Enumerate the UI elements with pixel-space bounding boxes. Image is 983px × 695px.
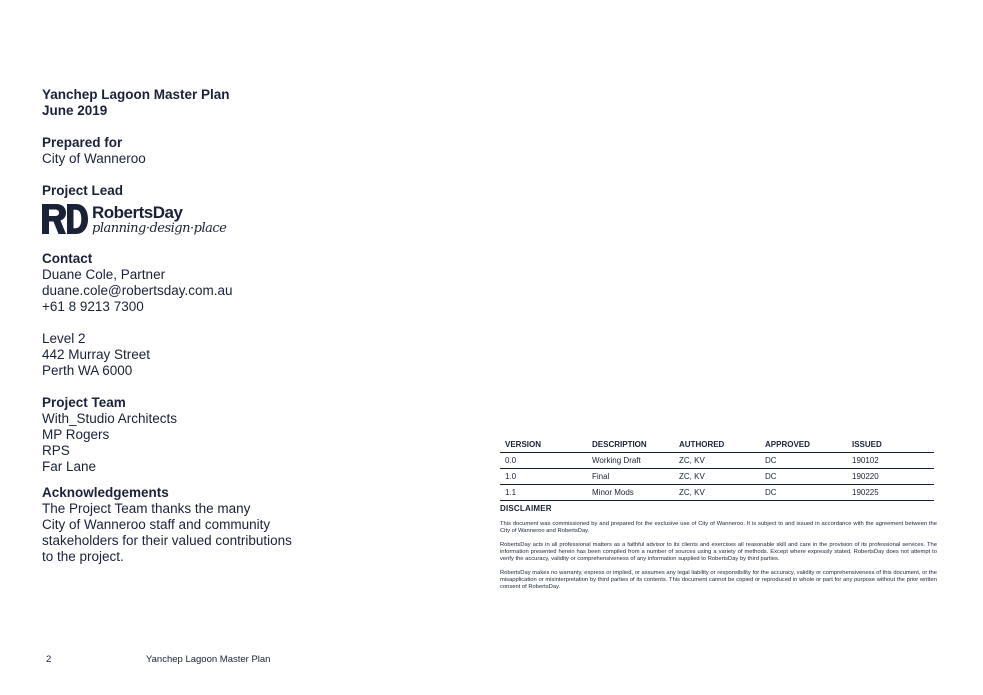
footer-title: Yanchep Lagoon Master Plan: [146, 654, 271, 665]
table-row: [500, 468, 934, 484]
page-number: 2: [46, 654, 52, 665]
team-member: Far Lane: [42, 459, 97, 474]
rd-logo-mark-icon: [42, 204, 88, 234]
logo-wordmark: [92, 204, 226, 235]
contact-label: Contact: [42, 251, 93, 266]
document-title: Yanchep Lagoon Master Plan: [42, 87, 230, 102]
disclaimer-title: DISCLAIMER: [500, 504, 552, 513]
acknowledgements-line: City of Wanneroo staff and community: [42, 517, 271, 532]
project-team-label: Project Team: [42, 395, 126, 410]
prepared-for-label: Prepared for: [42, 135, 123, 150]
prepared-for-value: City of Wanneroo: [42, 151, 146, 166]
disclaimer-paragraph: This document was commissioned by and prepared for the exclusive use of City of Wanneroo. It is subject to and issued in accordance with the agreement between the City of Wanneroo and RobertsDay.: [500, 521, 937, 534]
contact-block: [42, 251, 362, 315]
table-cell: ZC, KV: [674, 452, 760, 468]
table-row: [500, 484, 934, 500]
acknowledgements-label: Acknowledgements: [42, 485, 169, 500]
address-line: Perth WA 6000: [42, 363, 133, 378]
version-table: [500, 438, 934, 501]
address-block: [42, 331, 362, 379]
table-cell: 1.0: [500, 468, 587, 484]
logo-tagline: planning·design·place: [92, 220, 227, 236]
table-cell: DC: [760, 452, 847, 468]
team-member: MP Rogers: [42, 427, 110, 442]
column-header: APPROVED: [760, 438, 847, 452]
column-header: VERSION: [500, 438, 587, 452]
contact-name: Duane Cole, Partner: [42, 267, 166, 282]
table-cell: Minor Mods: [587, 484, 674, 500]
acknowledgements-line: stakeholders for their valued contributions: [42, 533, 292, 548]
address-line: Level 2: [42, 331, 86, 346]
prepared-for-block: [42, 135, 362, 167]
table-cell: ZC, KV: [674, 468, 760, 484]
project-lead-label: Project Lead: [42, 183, 124, 198]
table-cell: ZC, KV: [674, 484, 760, 500]
table-cell: 1.1: [500, 484, 587, 500]
title-block: [42, 87, 362, 119]
table-cell: DC: [760, 468, 847, 484]
acknowledgements-line: to the project.: [42, 549, 124, 564]
disclaimer-paragraph: RobertsDay makes no warranty, express or implied, or assumes any legal liability or responsibility for the accuracy, validity or comprehensiveness of this document, or the misapplication or misinterpretation by third parties of its contents. This document cannot be copied or reproduced in whole or part for any purpose without the prior written consent of RobertsDay.: [500, 570, 937, 590]
team-member: With_Studio Architects: [42, 411, 178, 426]
table-row: [500, 452, 934, 468]
logo-name: RobertsDay: [92, 202, 183, 222]
table-cell: 190225: [847, 484, 934, 500]
column-header: ISSUED: [847, 438, 934, 452]
column-header: DESCRIPTION: [587, 438, 674, 452]
acknowledgements-block: [42, 485, 362, 565]
table-cell: DC: [760, 484, 847, 500]
table-header-row: [500, 438, 934, 452]
table-cell: Working Draft: [587, 452, 674, 468]
contact-email[interactable]: duane.cole@robertsday.com.au: [42, 283, 233, 298]
acknowledgements-line: The Project Team thanks the many: [42, 501, 251, 516]
table-cell: 190102: [847, 452, 934, 468]
column-header: AUTHORED: [674, 438, 760, 452]
credits-column: [42, 87, 362, 581]
project-team-block: [42, 395, 362, 475]
table-cell: 0.0: [500, 452, 587, 468]
robertsday-logo: [42, 203, 362, 235]
project-lead-block: [42, 183, 362, 235]
contact-phone: +61 8 9213 7300: [42, 299, 144, 314]
disclaimer-section: [500, 504, 937, 598]
table-cell: 190220: [847, 468, 934, 484]
document-date: June 2019: [42, 103, 108, 118]
address-line: 442 Murray Street: [42, 347, 151, 362]
team-member: RPS: [42, 443, 70, 458]
table-cell: Final: [587, 468, 674, 484]
disclaimer-paragraph: RobertsDay acts in all professional matters as a faithful advisor to its clients and exercises all reasonable skill and care in the provision of its professional services. The information presented herein has been compiled from a number of sources using a variety of methods. Except where expressly stated, RobertsDay does not attempt to verify the accuracy, validity or comprehensiveness of any information supplied to RobertsDay by third parties.: [500, 542, 937, 562]
